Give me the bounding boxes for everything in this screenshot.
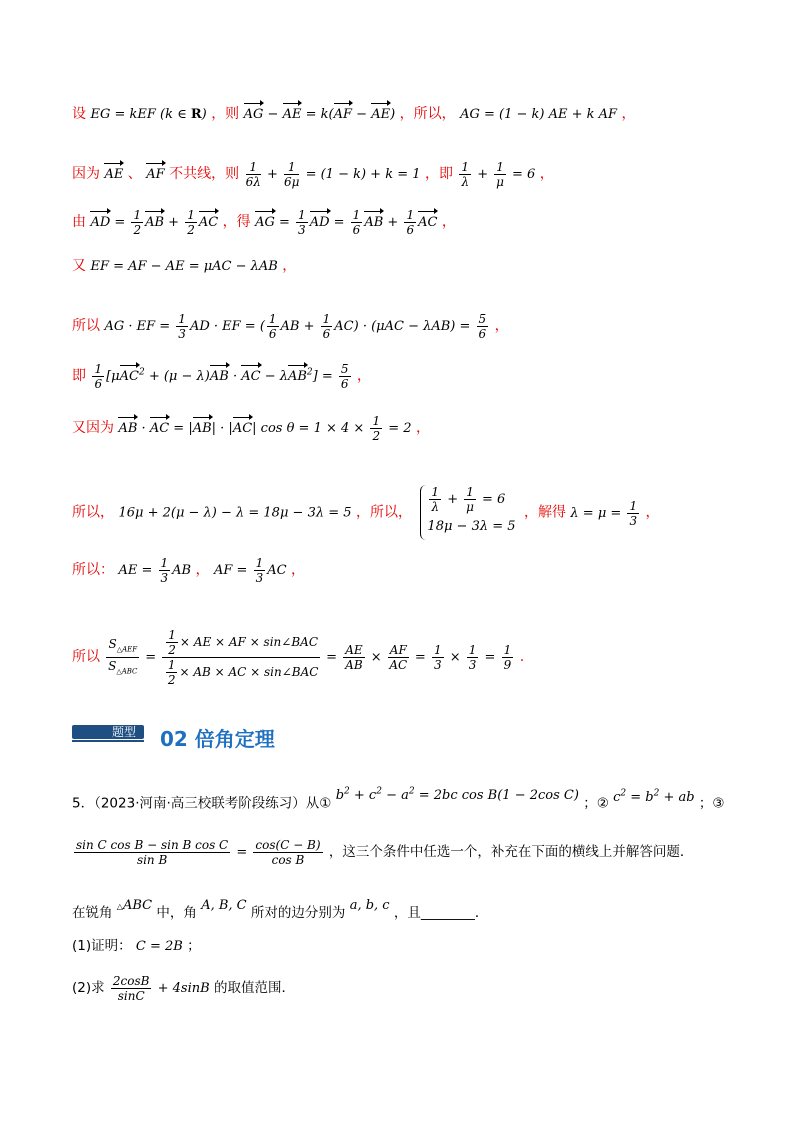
text: 所对的边分别为 xyxy=(250,905,346,921)
text: ，则 xyxy=(211,106,240,122)
text: 所以 xyxy=(72,318,100,334)
text: ， xyxy=(282,258,297,274)
text: ； xyxy=(187,938,201,954)
text: ， xyxy=(441,214,456,230)
text: ， xyxy=(494,318,509,334)
section-badge: 题型 xyxy=(72,725,144,739)
problem-line-3: 在锐角 △ABC 中，角 A, B, C 所对的边分别为 a, b, c ，且________． xyxy=(72,898,489,921)
section-title: 02 倍角定理 xyxy=(160,726,275,751)
text: ，得 xyxy=(222,214,251,230)
text: 在锐角 xyxy=(72,905,113,921)
text: ， xyxy=(539,166,554,182)
section-heading xyxy=(72,722,275,752)
text: ， xyxy=(195,562,210,578)
text: ；② xyxy=(583,795,609,812)
text: ，这三个条件中任选一个，补充在下面的横线上并解答问题． xyxy=(328,844,694,860)
text: ， xyxy=(356,368,371,384)
text: ， xyxy=(645,504,660,521)
text: 设 xyxy=(72,106,86,122)
text: (2)求 xyxy=(72,980,105,996)
solution-line-7: 又因为 AB · AC = |AB| · |AC| cos θ = 1 × 4 × $\frac{1}{2}$ = 2 ， xyxy=(72,414,430,443)
text: ，所以， xyxy=(399,106,456,122)
solution-line-1: 设 EG = kEF (k ∈ R) ，则 AG − AE = k(AF − AE) ，所以， AG = (1 − k) AE + k AF ， xyxy=(72,104,635,125)
text: 不共线，则 xyxy=(169,166,240,182)
text: 所以， xyxy=(72,504,114,521)
text: 的取值范围． xyxy=(213,980,295,996)
solution-line-10: 所以 $\frac{S_{\triangle AEF}}{S_{\triangle ABC}}$ = $\frac{1}{2}$ × AE × AF × sin∠BAC $\frac{1}{2}$ × AB × AC × sin∠BAC = $\frac{AE}{AB}$ × $\frac{AF}{AC}$ = $\frac{1}{3}$ × $\frac{1}{3}$ = $\frac{1}{9}$ . xyxy=(72,628,525,687)
solution-line-5: 所以 AG · EF = $\frac{1}{3}$ AD · EF = ( $\frac{1}{6}$ AB + $\frac{1}{6}$ AC) · (μAC − λAB) = $\frac{5}{6}$ ， xyxy=(72,312,509,341)
text: ，且________． xyxy=(393,905,489,921)
text: ，即 xyxy=(424,166,453,182)
text: ， xyxy=(415,420,430,436)
text: ， xyxy=(621,106,636,122)
text: 由 xyxy=(72,214,86,230)
text: 、 xyxy=(127,166,142,182)
text: 5．（2023·河南·高三校联考阶段练习）从① xyxy=(72,795,332,812)
text: ，解得 xyxy=(523,504,566,521)
solution-line-2: 因为 AE 、 AF 不共线，则 $\frac{1}{6\lambda}$ + $\frac{1}{6\mu}$ = (1 − k) + k = 1 ，即 $\frac{1}{\lambda}$ + $\frac{1}{\mu}$ = 6 ， xyxy=(72,160,554,189)
solution-line-6: 即 $\frac{1}{6}$ [μAC$^2$ + (μ − λ)AB · AC − λAB$^2$] = $\frac{5}{6}$ ， xyxy=(72,362,371,391)
text: (1)证明： xyxy=(72,938,132,954)
solution-line-4: 又 EF = AF − AE = μAC − λAB ， xyxy=(72,258,297,274)
text: 即 xyxy=(72,368,86,384)
text: 又因为 xyxy=(72,420,114,436)
text: 所以 xyxy=(72,649,100,665)
text: ；③ xyxy=(698,795,725,812)
solution-line-8: 所以， 16μ + 2(μ − λ) − λ = 18μ − 3λ = 5 ，所以， $\frac{1}{\lambda}$ + $\frac{1}{\mu}$ = 6 18μ − 3λ = 5 ，解得 λ = μ = $\frac{1}{3}$ ， xyxy=(72,485,660,540)
solution-line-3: 由 AD = $\frac{1}{2}$ AB + $\frac{1}{2}$ AC ，得 AG = $\frac{1}{3}$ AD = $\frac{1}{6}$ AB + $\frac{1}{6}$ AC ， xyxy=(72,208,456,237)
text: ，所以， xyxy=(355,504,412,521)
problem-part-1: (1)证明： C = 2B ； xyxy=(72,938,201,954)
problem-line-1: 5．（2023·河南·高三校联考阶段练习）从① $b^2 + c^2 - a^2 = 2bc$ cos B(1 − 2cos C) ；② $c^2 = b^2$ + ab ；③ xyxy=(72,787,725,812)
text: 又 xyxy=(72,258,86,274)
solution-line-9: 所以： AE = $\frac{1}{3}$ AB ， AF = $\frac{1}{3}$ AC ， xyxy=(72,556,306,585)
text: 因为 xyxy=(72,166,100,182)
text: ， xyxy=(291,562,306,578)
text: 所以： xyxy=(72,562,114,578)
problem-part-2: (2)求 $\frac{2\cos B}{\sin C}$ + 4sinB 的取值范围． xyxy=(72,974,295,1003)
text: . xyxy=(519,649,525,665)
problem-line-2: $\frac{\text{sin C cos B − sin B cos C}}{\text{sin B}}$ = $\frac{\cos(C - B)}{\text{cos B}}$ ，这三个条件中任选一个，补充在下面的横线上并解答问题． xyxy=(76,838,694,867)
text: 中，角 xyxy=(156,905,197,921)
